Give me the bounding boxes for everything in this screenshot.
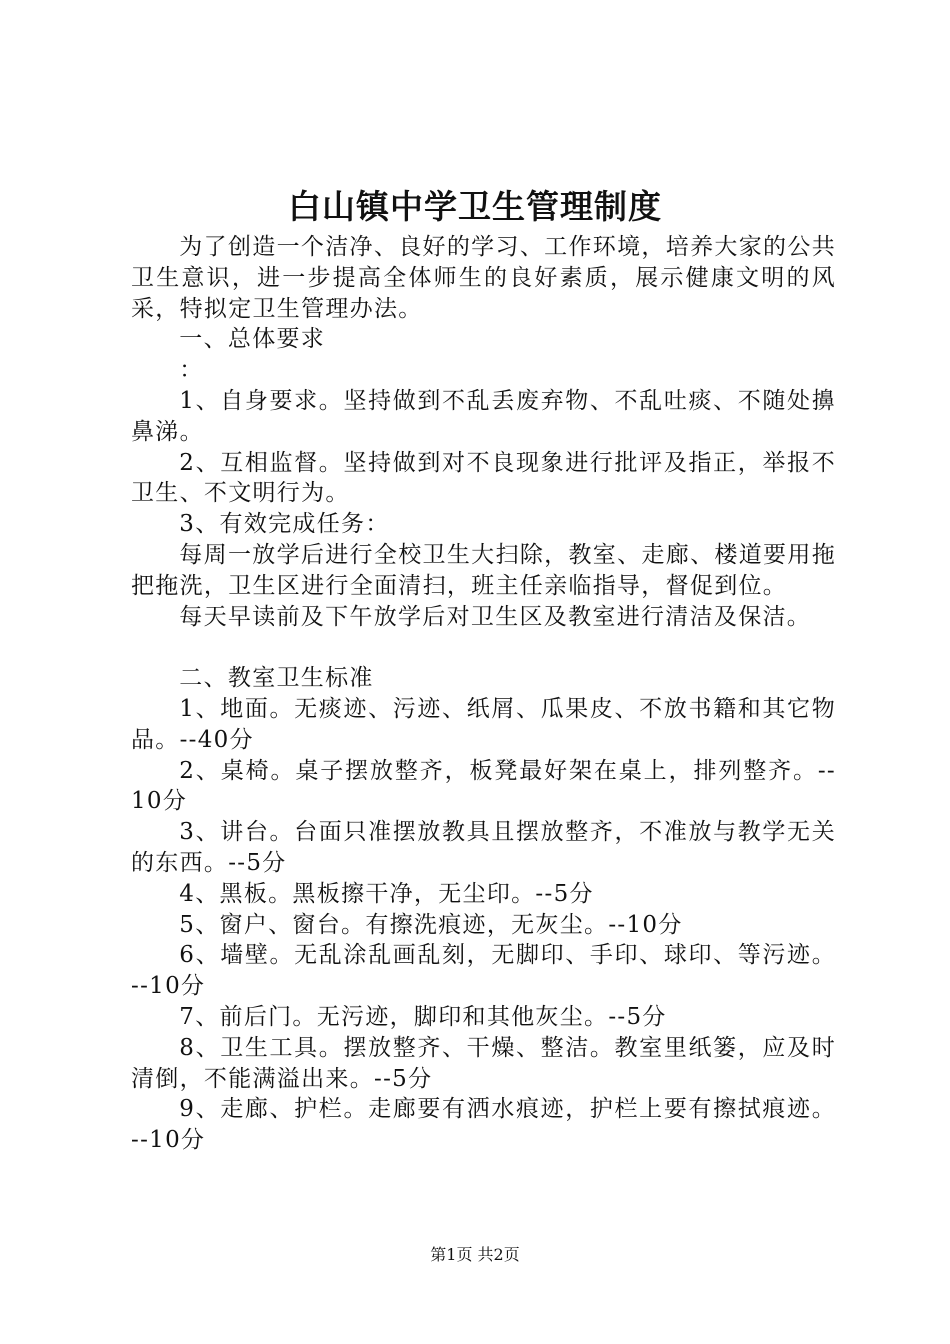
list-item: 3、有效完成任务： bbox=[179, 511, 390, 538]
page-footer: 第1页 共2页 bbox=[430, 1245, 520, 1264]
standard-item: 1、地面。无痰迹、污迹、纸屑、瓜果皮、不放书籍和其它物品。--40分 bbox=[131, 695, 836, 753]
document-title: 白山镇中学卫生管理制度 bbox=[288, 187, 662, 226]
standard-item: 3、讲台。台面只准摆放教具且摆放整齐，不准放与教学无关的东西。--5分 bbox=[131, 819, 836, 876]
intro-paragraph: 为了创造一个洁净、良好的学习、工作环境，培养大家的公共卫生意识，进一步提高全体师生的良好素质，展示健康文明的风采，特拟定卫生管理办法。 bbox=[131, 234, 836, 322]
list-item: 2、互相监督。坚持做到对不良现象进行批评及指正，举报不卫生、不文明行为。 bbox=[131, 449, 836, 507]
standard-item: 4、黑板。黑板擦干净，无尘印。--5分 bbox=[179, 880, 594, 907]
standard-item: 8、卫生工具。摆放整齐、干燥、整洁。教室里纸篓，应及时清倒，不能满溢出来。--5分 bbox=[131, 1034, 836, 1092]
standard-item: 6、墙壁。无乱涂乱画乱刻，无脚印、手印、球印、等污迹。--10分 bbox=[131, 942, 836, 1000]
standard-item: 2、桌椅。桌子摆放整齐，板凳最好架在桌上，排列整齐。--10分 bbox=[131, 757, 836, 815]
standard-item: 7、前后门。无污迹，脚印和其他灰尘。--5分 bbox=[179, 1003, 667, 1030]
colon-line: ： bbox=[179, 357, 204, 384]
task-paragraph-weekly: 每周一放学后进行全校卫生大扫除，教室、走廊、楼道要用拖把拖洗，卫生区进行全面清扫，班主任亲临指导，督促到位。 bbox=[131, 541, 836, 599]
list-item: 1、自身要求。坚持做到不乱丢废弃物、不乱吐痰、不随处擤鼻涕。 bbox=[131, 387, 836, 445]
standard-item: 9、走廊、护栏。走廊要有洒水痕迹，护栏上要有擦拭痕迹。--10分 bbox=[131, 1096, 836, 1154]
section-heading-general: 一、总体要求 bbox=[179, 326, 326, 353]
task-paragraph-daily: 每天早读前及下午放学后对卫生区及教室进行清洁及保洁。 bbox=[179, 603, 812, 630]
document-body bbox=[131, 232, 836, 1156]
blank-line bbox=[131, 632, 836, 663]
standard-item: 5、窗户、窗台。有擦洗痕迹，无灰尘。--10分 bbox=[179, 911, 683, 938]
section-heading-classroom: 二、教室卫生标准 bbox=[179, 665, 374, 692]
